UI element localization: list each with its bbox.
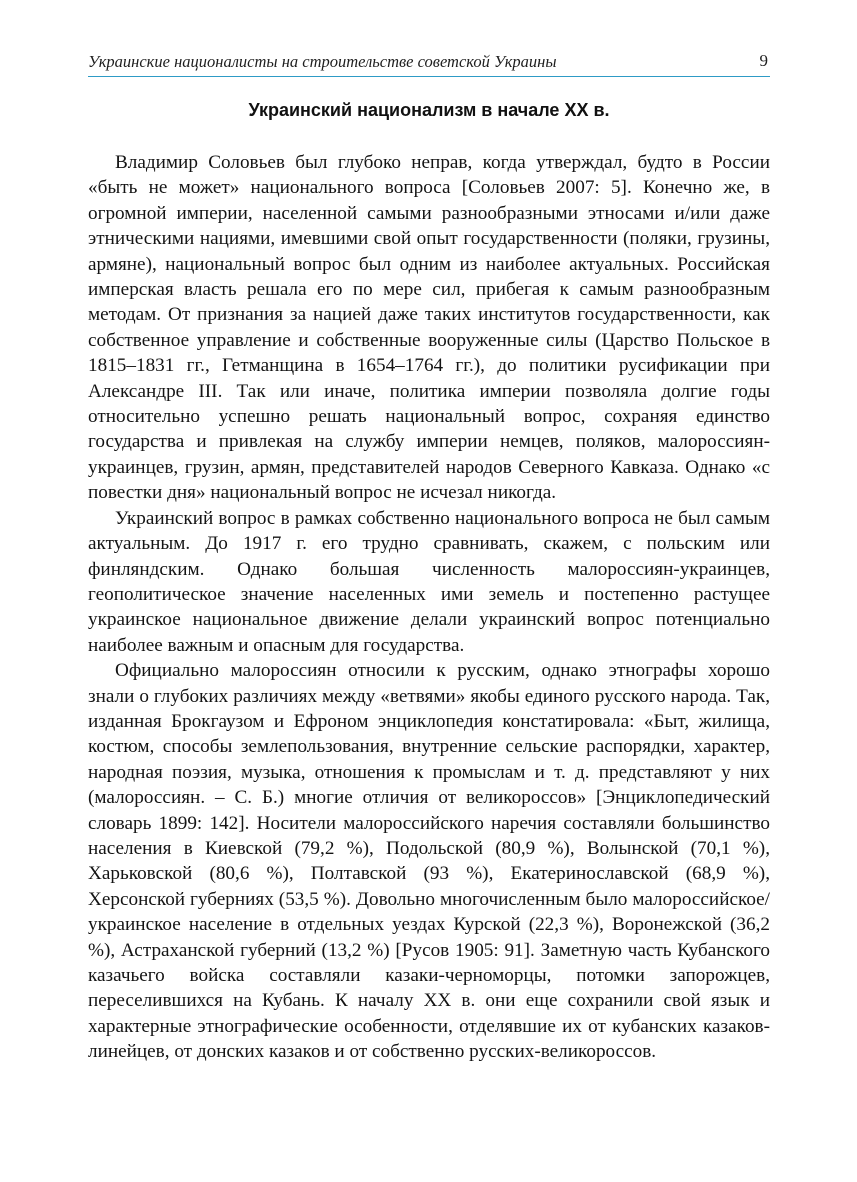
running-header — [88, 48, 770, 77]
section-heading: Украинский национализм в начале XX в. — [248, 100, 610, 120]
body-text — [88, 150, 770, 1065]
paragraph-1: Владимир Соловьев был глубоко неправ, когда утверждал, будто в России «быть не может» национального вопроса [Соловьев 2007: 5]. Конечно же, в огромной империи, населенной самыми разнообразными этносами и/или даже этническими нациями, имевшими свой опыт государственности (поляки, грузины, армяне), национальный вопрос был одним из наиболее актуальных. Российская имперская власть решала его по мере сил, прибегая к самым разнообразным методам. От признания за нацией даже таких институтов государственности, как собственное управление и собственные вооруженные силы (Царство Польское в 1815–1831 гг., Гетманщина в 1654–1764 гг.), до политики русификации при Александре III. Так или иначе, политика империи позволяла долгие годы относительно успешно решать национальный вопрос, сохраняя единство государства и привлекая на службу империи немцев, поляков, малороссиян-украинцев, грузин, армян, представителей народов Северного Кавказа. Однако «с повестки дня» национальный вопрос не исчезал никогда. — [88, 152, 770, 504]
running-title: Украинские националисты на строительстве советской Украины — [88, 52, 557, 71]
page-number: 9 — [759, 51, 768, 70]
paragraph-2: Украинский вопрос в рамках собственно национального вопроса не был самым актуальным. До 1917 г. его трудно сравнивать, скажем, с польским или финляндским. Однако большая численность малороссиян-украинцев, геополитическое значение населенных ими земель и постепенно растущее украинское национальное движение делали украинский вопрос потенциально наиболее важным и опасным для государства. — [88, 507, 770, 656]
paragraph-3: Официально малороссиян относили к русским, однако этнографы хорошо знали о глубоких различиях между «ветвями» якобы единого русского народа. Так, изданная Брокгаузом и Ефроном энциклопедия констатировала: «Быт, жилища, костюм, способы землепользования, внутренние сельские распорядки, характер, народная поэзия, музыка, отношения к промыслам и т. д. представляют у них (малороссиян. – С. Б.) многие отличия от великороссов» [Энциклопедический словарь 1899: 142]. Носители малороссийского наречия составляли большинство населения в Киевской (79,2 %), Подольской (80,9 %), Волынской (70,1 %), Харьковской (80,6 %), Полтавской (93 %), Екатеринославской (68,9 %), Херсонской губерниях (53,5 %). Довольно многочисленным было малороссийское/украинское население в отдельных уездах Курской (22,3 %), Воронежской (36,2 %), Астраханской губерний (13,2 %) [Русов 1905: 91]. Заметную часть Кубанского казачьего войска составляли казаки-черноморцы, потомки запорожцев, переселившихся на Кубань. К началу XX в. они еще сохранили свой язык и характерные этнографические особенности, отделявшие их от кубанских казаков-линейцев, от донских казаков и от собственно русских-великороссов. — [88, 660, 770, 1063]
